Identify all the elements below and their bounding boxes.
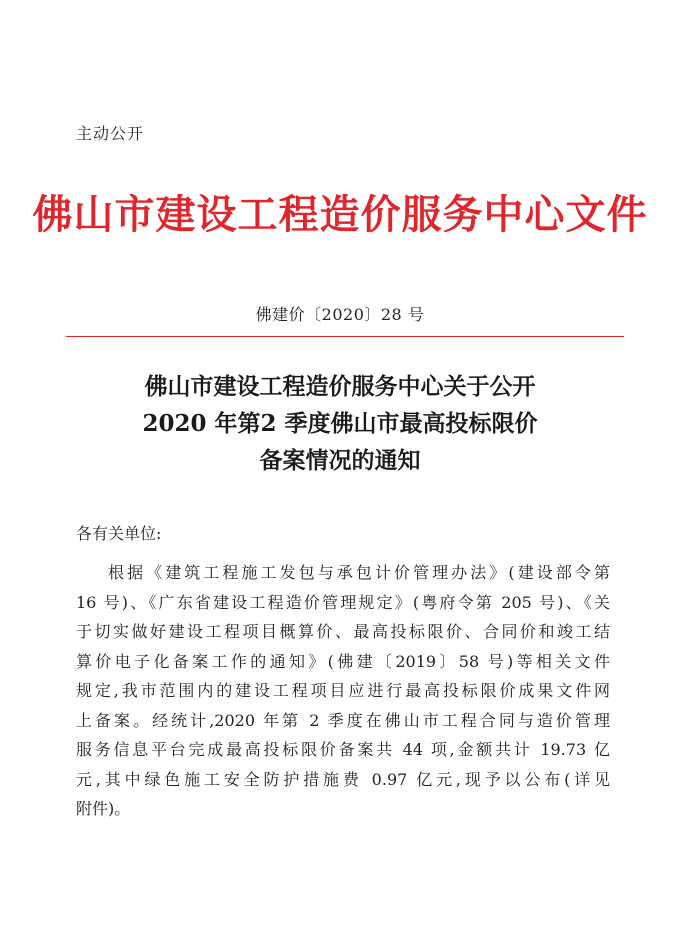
paragraph-line: 算价电子化备案工作的通知》(佛建〔2019〕58 号)等相关文件	[76, 651, 610, 671]
salutation: 各有关单位:	[76, 524, 162, 543]
disclosure-label: 主动公开	[76, 124, 145, 143]
masthead-title: 佛山市建设工程造价服务中心文件	[32, 191, 648, 238]
paragraph-line: 根据《建筑工程施工发包与承包计价管理办法》(建设部令第	[108, 563, 610, 582]
notice-title-line-1: 佛山市建设工程造价服务中心关于公开	[144, 373, 536, 400]
document-number: 佛建价〔2020〕28 号	[255, 305, 425, 324]
paragraph-line: 规定,我市范围内的建设工程项目应进行最高投标限价成果文件网	[76, 681, 610, 700]
notice-body	[76, 524, 610, 824]
paragraph-line: 16 号)、《广东省建设工程造价管理规定》(粤府令第 205 号)、《关	[76, 592, 610, 612]
notice-title-line-2: 2020 年第2 季度佛山市最高投标限价	[142, 410, 538, 437]
notice-title-line-3: 备案情况的通知	[259, 447, 421, 474]
red-divider-line	[66, 336, 624, 337]
body-paragraph	[76, 558, 610, 824]
paragraph-line: 元,其中绿色施工安全防护措施费 0.97 亿元,现予以公布(详见	[76, 769, 610, 789]
notice-title	[0, 368, 680, 479]
paragraph-line: 上备案。经统计,2020 年第 2 季度在佛山市工程合同与造价管理	[76, 710, 610, 730]
paragraph-line: 服务信息平台完成最高投标限价备案共 44 项,金额共计 19.73 亿	[76, 740, 610, 759]
paragraph-line: 附件)。	[76, 799, 131, 818]
paragraph-line: 于切实做好建设工程项目概算价、最高投标限价、合同价和竣工结	[76, 622, 610, 641]
